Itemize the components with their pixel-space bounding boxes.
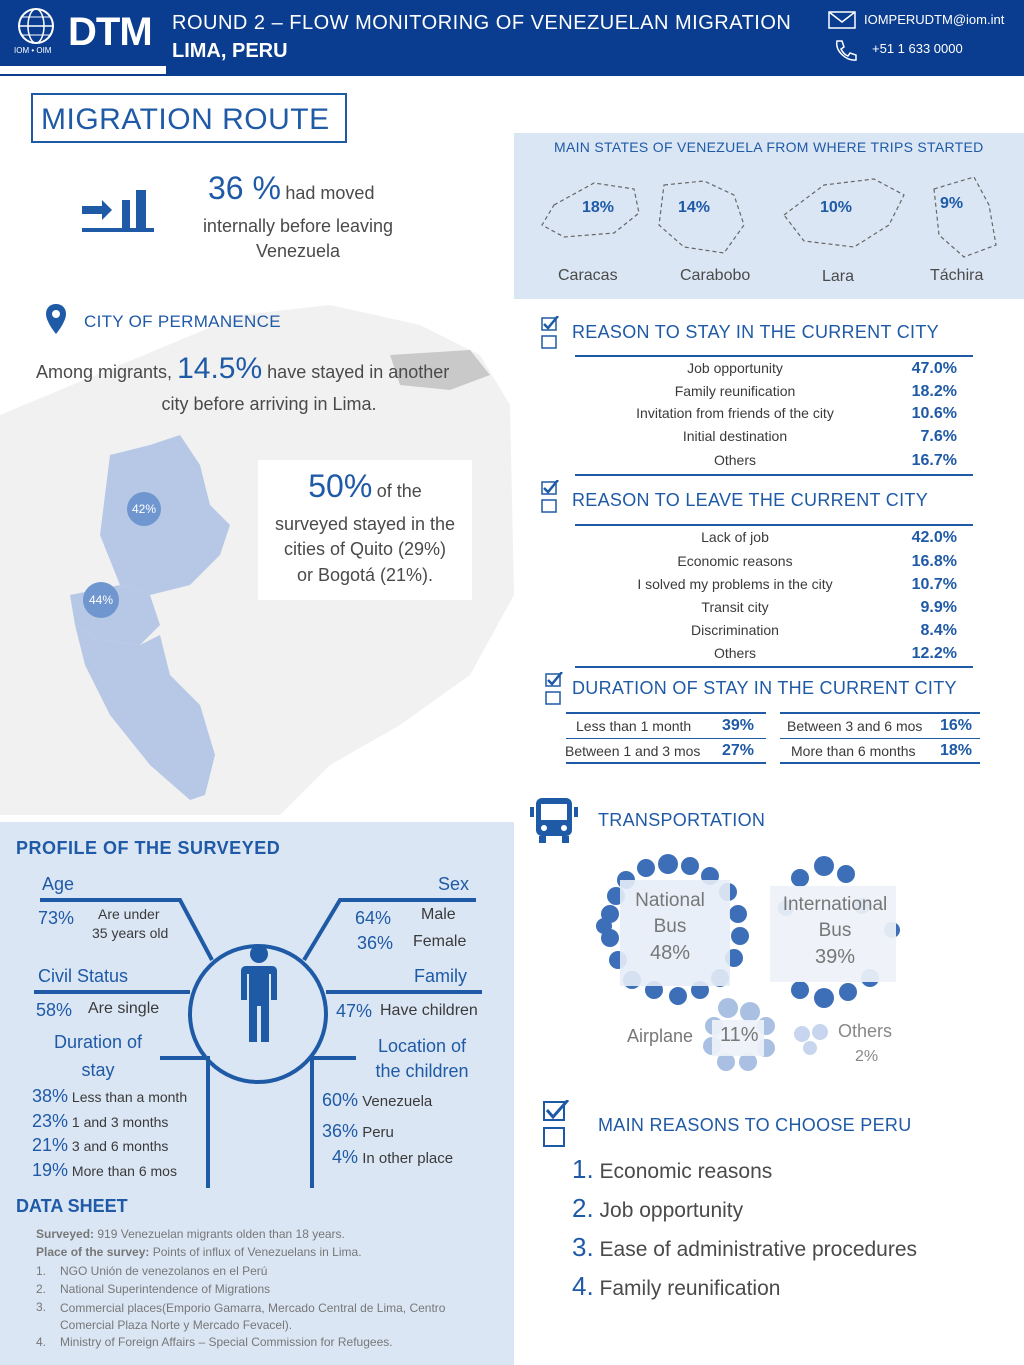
sex-title: Sex (438, 874, 470, 894)
city-permanence-text-c: city before arriving in Lima. (161, 394, 377, 414)
civil-title: Civil Status (38, 966, 129, 986)
quito-bogota-text-d: or Bogotá (21%). (296, 565, 434, 585)
contact-phone: +51 1 633 0000 (872, 41, 963, 56)
reasons-peru-item (572, 1271, 780, 1302)
report-title: ROUND 2 – FLOW MONITORING OF VENEZUELAN MIGRATION (172, 12, 792, 34)
reasons-peru-item (572, 1232, 917, 1263)
family-pct: 47% (336, 1001, 373, 1021)
reason-leave-value: 9.9% (920, 599, 957, 616)
others-label: Others (838, 1021, 893, 1041)
reason-stay-label: Job opportunity (687, 360, 783, 376)
quito-bogota-text-b: surveyed stayed in the (274, 514, 456, 534)
state-name-carabobo: Carabobo (680, 267, 751, 284)
duration-rule (566, 762, 766, 764)
reason-stay-value: 47.0% (911, 360, 957, 377)
states-title: MAIN STATES OF VENEZUELA FROM WHERE TRIPS STARTED (554, 139, 984, 155)
profile-duration-pct: 21% (32, 1135, 69, 1155)
duration-rule (566, 712, 766, 714)
contact-email[interactable]: IOMPERUDTM@iom.int (864, 12, 1005, 27)
reason-stay-label: Initial destination (682, 428, 788, 444)
reasons-peru-num: 3. (572, 1232, 594, 1262)
reasons-peru-item (572, 1193, 743, 1224)
city-permanence-line1 (36, 352, 506, 386)
state-pct-carabobo: 14% (678, 199, 711, 216)
reason-stay-value: 10.6% (911, 405, 957, 422)
person-icon (240, 944, 278, 1044)
reason-leave-value: 16.8% (911, 553, 957, 570)
datasheet-item-text: Ministry of Foreign Affairs – Special Commission for Refugees. (60, 1335, 393, 1349)
venezuela-states-panel (514, 133, 1024, 299)
datasheet-item (36, 1264, 496, 1278)
civil-pct: 58% (36, 1000, 73, 1020)
profile-duration-row (32, 1160, 177, 1181)
sex-male-pct: 64% (355, 908, 392, 928)
datasheet-place-label: Place of the survey: (36, 1245, 150, 1259)
datasheet-title: DATA SHEET (16, 1196, 128, 1216)
quito-bogota-pct: 50% (308, 468, 373, 504)
reason-leave-value: 10.7% (911, 576, 957, 593)
reason-leave-label: Lack of job (701, 529, 769, 545)
quito-bogota-text-a: of the (376, 481, 422, 501)
profile-duration-text: 1 and 3 months (71, 1114, 169, 1130)
profile-duration-row (32, 1086, 187, 1107)
state-name-tachira: Táchira (930, 267, 984, 284)
others-pct: 2% (855, 1048, 879, 1065)
reason-stay-title: REASON TO STAY IN THE CURRENT CITY (572, 322, 939, 342)
reasons-peru-num: 1. (572, 1154, 594, 1184)
children-row (322, 1090, 432, 1111)
reason-stay-value: 7.6% (920, 428, 957, 445)
state-name-lara: Lara (822, 268, 855, 285)
datasheet-item-num: 2. (36, 1282, 47, 1296)
national-bus-label-b: Bus (653, 916, 687, 937)
age-pct: 73% (38, 908, 75, 928)
quito-bogota-text-c: cities of Quito (29%) (283, 539, 447, 559)
reason-leave-label: Economic reasons (677, 553, 793, 569)
children-title-b: the children (375, 1061, 469, 1081)
reason-stay-value: 18.2% (911, 383, 957, 400)
profile-duration-text: More than 6 mos (71, 1163, 177, 1179)
datasheet-surveyed-text: 919 Venezuelan migrants olden than 18 years. (97, 1227, 345, 1241)
children-pct: 36% (322, 1121, 359, 1141)
reasons-peru-text: Family reunification (599, 1277, 781, 1300)
reasons-peru-text: Ease of administrative procedures (599, 1238, 918, 1261)
family-title: Family (414, 966, 467, 986)
datasheet-item (36, 1300, 496, 1334)
age-text-a: Are under (98, 906, 160, 922)
location-pin-icon (45, 303, 67, 335)
national-bus-pct: 48% (649, 942, 691, 964)
children-pct: 4% (332, 1147, 359, 1167)
family-text: Have children (380, 1002, 478, 1019)
profile-duration-pct: 38% (32, 1086, 69, 1106)
datasheet-surveyed-label: Surveyed: (36, 1227, 95, 1241)
sex-female-pct: 36% (357, 933, 394, 953)
duration-rule (780, 712, 980, 714)
dtm-logo: DTM (68, 10, 152, 54)
datasheet-item-text: National Superintendence of Migrations (60, 1282, 271, 1296)
age-text-b: 35 years old (92, 925, 169, 941)
state-name-caracas: Caracas (558, 267, 618, 284)
civil-text: Are single (88, 1000, 160, 1017)
internal-move-line1 (208, 170, 448, 207)
internal-move-pct: 36 % (208, 170, 281, 206)
internal-move-text-b: internally before leaving (202, 216, 394, 236)
datasheet-item-num: 4. (36, 1335, 47, 1349)
datasheet-item-num: 1. (36, 1264, 47, 1278)
children-row (332, 1147, 453, 1168)
reason-stay-value: 16.7% (911, 452, 957, 469)
profile-duration-row (32, 1135, 168, 1156)
reasons-peru-item (572, 1154, 772, 1185)
airplane-label: Airplane (627, 1026, 694, 1046)
sex-male-label: Male (421, 906, 456, 923)
age-title: Age (42, 874, 75, 894)
state-pct-lara: 10% (820, 199, 853, 216)
checkbox-icon (540, 316, 560, 350)
international-bus-label-a: International (782, 894, 888, 915)
reason-leave-value: 8.4% (920, 622, 957, 639)
reason-stay-label: Invitation from friends of the city (636, 405, 834, 421)
reason-leave-label: Others (713, 645, 756, 661)
profile-panel (0, 822, 514, 1365)
reasons-peru-num: 2. (572, 1193, 594, 1223)
reasons-peru-num: 4. (572, 1271, 594, 1301)
duration-value: 18% (940, 742, 973, 759)
reason-stay-bottom-rule (575, 474, 973, 476)
quito-bogota-box (258, 460, 472, 600)
datasheet-place (36, 1245, 362, 1259)
others-bubbles (794, 1024, 828, 1055)
reasons-peru-text: Job opportunity (599, 1199, 744, 1222)
state-pct-caracas: 18% (582, 199, 615, 216)
iom-label: IOM • OIM (14, 46, 52, 55)
datasheet-item (36, 1335, 496, 1349)
map-label-colombia: 42% (127, 492, 161, 526)
reason-stay-top-rule (575, 355, 973, 357)
bus-icon (528, 795, 580, 847)
reason-leave-top-rule (575, 524, 973, 526)
checkbox-icon (540, 480, 560, 514)
profile-duration-pct: 19% (32, 1160, 69, 1180)
profile-duration-row (32, 1111, 168, 1132)
reason-leave-label: I solved my problems in the city (637, 576, 833, 592)
state-pct-tachira: 9% (940, 195, 964, 212)
reasons-peru-title: MAIN REASONS TO CHOOSE PERU (598, 1115, 912, 1135)
reason-leave-title: REASON TO LEAVE THE CURRENT CITY (572, 490, 929, 510)
header-bar (0, 0, 1024, 76)
profile-duration-pct: 23% (32, 1111, 69, 1131)
sex-female-label: Female (413, 933, 467, 950)
header-divider (0, 66, 166, 74)
national-bus-label-a: National (635, 890, 705, 911)
reason-leave-label: Transit city (701, 599, 769, 615)
duration-rule (566, 738, 766, 739)
duration-value: 39% (722, 717, 755, 734)
datasheet-item-num: 3. (36, 1300, 47, 1314)
quito-bogota-line1 (258, 468, 472, 505)
reason-leave-value: 12.2% (911, 645, 957, 662)
transportation-title: TRANSPORTATION (598, 810, 766, 830)
report-location: LIMA, PERU (172, 40, 288, 62)
reason-leave-value: 42.0% (911, 529, 957, 546)
city-permanence-title: CITY OF PERMANENCE (84, 312, 281, 331)
city-permanence-text-b: have stayed in another (267, 362, 450, 382)
checkbox-icon (544, 672, 564, 706)
city-permanence-pct: 14.5% (177, 352, 263, 385)
migration-route-icon (80, 186, 154, 234)
duration-rule (780, 738, 980, 739)
children-row (322, 1121, 394, 1142)
datasheet-item-text: Commercial places(Emporio Gamarra, Mercado Central de Lima, Centro Comercial Plaza Norte y Mercado Fevacel). (60, 1301, 446, 1332)
migration-route-title: MIGRATION ROUTE (41, 103, 330, 136)
profile-title: PROFILE OF THE SURVEYED (16, 838, 281, 858)
children-pct: 60% (322, 1090, 359, 1110)
children-title-a: Location of (377, 1036, 467, 1056)
duration-label: Between 3 and 6 mos (787, 718, 923, 734)
datasheet-place-text: Points of influx of Venezuelans in Lima. (152, 1245, 362, 1259)
reasons-peru-text: Economic reasons (599, 1160, 773, 1183)
duration-value: 16% (940, 717, 973, 734)
profile-duration-text: 3 and 6 months (71, 1138, 169, 1154)
datasheet-item-text: NGO Unión de venezolanos en el Perú (60, 1264, 268, 1278)
datasheet-surveyed (36, 1227, 345, 1241)
duration-title: DURATION OF STAY IN THE CURRENT CITY (572, 678, 957, 698)
phone-icon (832, 38, 858, 64)
reason-leave-bottom-rule (575, 666, 973, 668)
airplane-pct: 11% (720, 1024, 759, 1046)
internal-move-text-a: had moved (285, 183, 375, 203)
children-text: In other place (362, 1150, 454, 1167)
datasheet-item (36, 1282, 496, 1296)
map-label-ecuador: 44% (83, 582, 119, 618)
duration-label: Less than 1 month (576, 718, 692, 734)
city-permanence-text-a: Among migrants, (36, 362, 173, 382)
profile-duration-title-a: Duration of (53, 1032, 143, 1052)
duration-label: More than 6 months (791, 743, 916, 759)
state-outlines (534, 175, 1004, 265)
mail-icon (828, 10, 856, 30)
profile-duration-text: Less than a month (71, 1089, 188, 1105)
reason-stay-label: Family reunification (674, 383, 796, 399)
checkbox-icon (542, 1100, 570, 1150)
internal-move-text-c: Venezuela (255, 241, 341, 261)
reason-leave-label: Discrimination (691, 622, 779, 638)
duration-rule (780, 762, 980, 764)
profile-duration-title-b: stay (81, 1060, 115, 1080)
international-bus-pct: 39% (814, 946, 856, 968)
children-text: Venezuela (362, 1093, 433, 1110)
children-text: Peru (362, 1124, 394, 1141)
reason-stay-label: Others (713, 452, 756, 468)
duration-value: 27% (722, 742, 755, 759)
migration-route-title-box (31, 93, 347, 143)
international-bus-label-b: Bus (818, 920, 852, 941)
duration-label: Between 1 and 3 mos (565, 743, 701, 759)
